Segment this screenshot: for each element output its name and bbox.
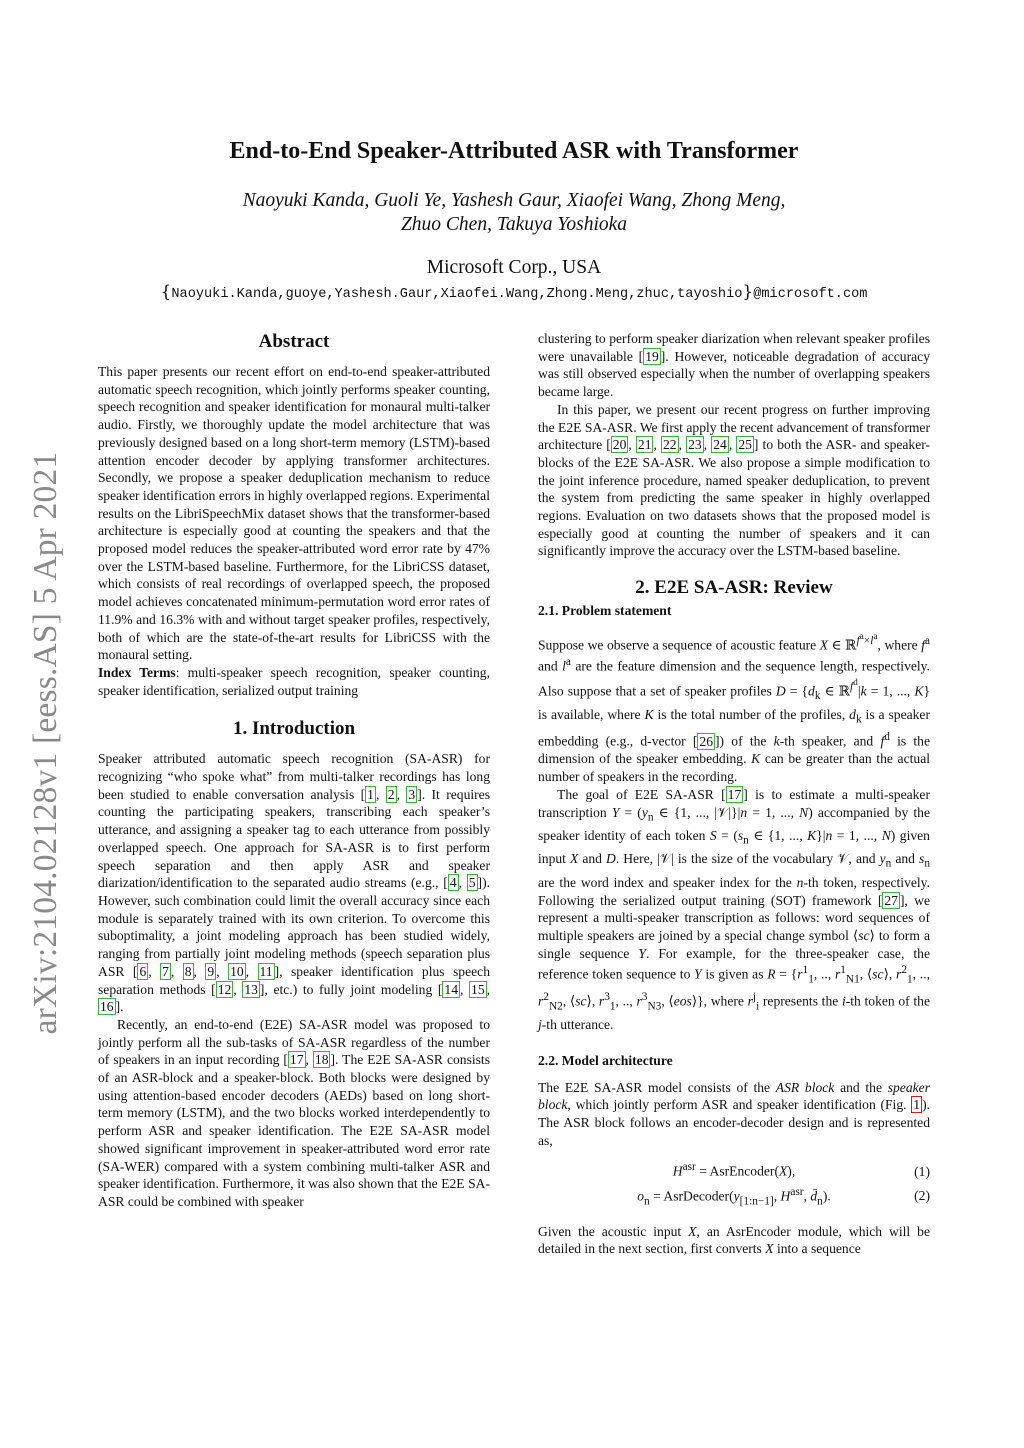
author-list bbox=[100, 189, 928, 237]
citation[interactable]: 4 bbox=[449, 875, 457, 891]
right-column bbox=[538, 330, 930, 1258]
author-emails: {Naoyuki.Kanda,guoye,Yashesh.Gaur,Xiaofei.Wang,Zhong.Meng,zhuc,tayoshio}@microsoft.com bbox=[160, 282, 868, 302]
citation[interactable]: 17 bbox=[727, 786, 742, 802]
citation[interactable]: 9 bbox=[207, 963, 215, 979]
citation[interactable]: 16 bbox=[100, 999, 114, 1015]
intro-paragraph-1: Speaker attributed automatic speech recognition (SA-ASR) for recognizing “who spoke what” from multi-talker recordings has long been studied to enable conversation analysis [ 1 , 2 , 3 ]. It requires counting the participating speakers, transcribing each speaker’s utterance, and assigning a speaker tag to each utterance from possibly overlapped speech. One approach for SA-ASR is to first perform speech separation and then apply ASR and speaker diarization/identification to the separated audio streams (e.g., [ 4 , 5 ]). However, such combination could limit the overall accuracy since each module is separately trained with its own criterion. To overcome this suboptimality, a joint modeling approach has been studied widely, ranging from partially joint modeling methods (speech separation plus ASR [ 6 , 7 , 8 , 9 , 10 , 11 ], speaker identification plus speech separation methods [ 12 , 13 ], etc.) to fully joint modeling [ 14 , 15 , 16 ]. bbox=[98, 751, 491, 1015]
model-architecture-heading: 2.2. Model architecture bbox=[538, 1052, 673, 1068]
citation[interactable]: 26 bbox=[699, 733, 714, 749]
citation[interactable]: 21 bbox=[637, 437, 652, 453]
problem-statement-heading: 2.1. Problem statement bbox=[538, 603, 672, 619]
citation[interactable]: 7 bbox=[162, 963, 169, 979]
citation[interactable]: 27 bbox=[884, 892, 898, 908]
right-paragraph-5: The E2E SA-ASR model consists of the ASR block and the speaker block, which jointly perform ASR and speaker identification (Fig. 1 ). The ASR block follows an encoder-decoder design and is represented as, bbox=[538, 1079, 930, 1148]
citation[interactable]: 19 bbox=[645, 348, 659, 364]
right-paragraph-1: clustering to perform speaker diarization when relevant speaker profiles were unavailable [ 19 ]. However, noticeable degradation of accuracy was still observed especially when the number of overlapping speakers became large. bbox=[538, 331, 930, 400]
citation[interactable]: 14 bbox=[444, 981, 458, 997]
intro-heading: 1. Introduction bbox=[232, 718, 356, 740]
author-line-2: Zhuo Chen, Takuya Yoshioka bbox=[400, 214, 628, 235]
left-column bbox=[98, 330, 490, 1211]
citation[interactable]: 10 bbox=[230, 963, 244, 979]
figure-reference[interactable]: 1 bbox=[913, 1097, 921, 1113]
abstract-heading: Abstract bbox=[258, 331, 330, 352]
equation-2: $o_n$ = $AsrDecoder(y_{[1:n-1]}$, $H^{asr}$, $d̄_n$). (2) bbox=[637, 1185, 930, 1207]
citation[interactable]: 15 bbox=[471, 981, 485, 997]
abstract-text: This paper presents our recent effort on end-to-end speaker-attributed automatic speech recognition, which jointly performs speaker counting, speech recognition and speaker identification for monaural multi-talker audio. Firstly, we thoroughly update the model architecture that was previously designed based on a long short-term memory (LSTM)-based attention encoder decoder by applying transformer architectures. Secondly, we propose a speaker deduplication mechanism to reduce speaker identification errors in highly overlapped regions. Experimental results on the LibriSpeechMix dataset shows that the transformer-based architecture is especially good at counting the speakers and that the proposed model reduces the speaker-attributed word error rate by 47% over the LSTM-based baseline. Furthermore, for the LibriCSS dataset, which consists of real recordings of overlapped speech, the proposed model achieves concatenated minimum-permutation word error rates of 11.9% and 16.3% with and without target speaker profiles, respectively, both of which are the state-of-the-art results for LibriCSS with the monaural setting. bbox=[98, 364, 490, 663]
citation[interactable]: 12 bbox=[217, 981, 232, 997]
paper-title: End-to-End Speaker-Attributed ASR with Transformer bbox=[229, 138, 799, 164]
citation[interactable]: 3 bbox=[408, 786, 416, 802]
citation[interactable]: 17 bbox=[289, 1052, 304, 1068]
right-paragraph-2: In this paper, we present our recent progress on further improving the E2E SA-ASR. We first apply the recent advancement of transformer architecture [ 20 , 21 , 22 , 23 , 24 , 25 ] to both the ASR- and speaker-blocks of the E2E SA-ASR. We also propose a simple modification to the joint inference procedure, named speaker deduplication, to prevent the system from predicting the same speaker in highly overlapped regions. Evaluation on two datasets shows that the proposed model is especially good at counting the number of speakers and it can significantly improve the accuracy over the LSTM-based baseline. bbox=[538, 401, 931, 559]
citation[interactable]: 24 bbox=[713, 437, 727, 453]
right-paragraph-3: Suppose we observe a sequence of acoustic feature X ∈ ℝ$^{f^a\times l^a}$, where $f^a$ and $l^a$ are the feature dimension and the sequence length, respectively. Also suppose that a set of speaker profiles $D = \{d_k$ ∈ ℝ$^{f^d}$|k = 1, ..., K} is available, where K is the total number of the profiles, $d_k$ is a speaker embedding (e.g., d-vector [ 26 ]) of the k-th speaker, and $f^d$ is the dimension of the speaker embedding. K can be greater than the actual number of speakers in the recording. bbox=[538, 631, 931, 785]
citation[interactable]: 23 bbox=[688, 437, 702, 453]
citation[interactable]: 18 bbox=[314, 1052, 329, 1068]
citation[interactable]: 6 bbox=[139, 963, 147, 979]
intro-paragraph-2: Recently, an end-to-end (E2E) SA-ASR model was proposed to jointly perform all the sub-tasks of SA-ASR regardless of the number of speakers in an input recording [ 17 , 18 ]. The E2E SA-ASR consists of an ASR-block and a speaker-block. Both blocks were designed by using attention-based encoder decoders (AEDs) based on long short-term memory (LSTM), and the two blocks worked interdependently to perform ASR and speaker identification. The E2E SA-ASR model showed significant improvement in speaker-attributed word error rate (SA-WER) compared with a system combining multi-talker ASR and speaker identification. Furthermore, it was also shown that the E2E SA-ASR could be combined with speaker bbox=[98, 1016, 490, 1209]
citation[interactable]: 22 bbox=[663, 437, 677, 453]
citation[interactable]: 11 bbox=[259, 963, 273, 979]
citation[interactable]: 25 bbox=[738, 437, 752, 453]
review-heading: 2. E2E SA-ASR: Review bbox=[635, 577, 833, 599]
citation[interactable]: 1 bbox=[367, 786, 374, 802]
right-paragraph-6: Given the acoustic input X, an AsrEncoder module, which will be detailed in the next section, first converts X into a sequence bbox=[538, 1223, 930, 1257]
right-paragraph-4: The goal of E2E SA-ASR [ 17 ] is to estimate a multi-speaker transcription $Y = (y_n$ ∈ {1, ..., |𝒱|}|n = 1, ..., N) accompanied by the speaker identity of each token $S = (s_n$ ∈ {1, ..., K}|n = 1, ..., N) given input X and D. Here, |𝒱| is the size of the vocabulary 𝒱, and $y_n$ and $s_n$ are the word index and speaker index for the n-th token, respectively. Following the serialized output training (SOT) framework [ 27 ], we represent a multi-speaker transcription as follows: word sequences of multiple speakers are joined by a special change symbol ⟨sc⟩ to form a single sequence Y. For example, for the three-speaker case, the reference token sequence to Y is given as $R = \{r^1_1$, .., $r^1_{N1}$, ⟨sc⟩, $r^2_1$, .., $r^2_{N2}$, ⟨sc⟩, $r^3_1$, .., $r^3_{N3}$, ⟨eos⟩}, where $r^j_i$ represents the i-th token of the j-th utterance. bbox=[538, 786, 930, 1033]
author-line-1: Naoyuki Kanda, Guoli Ye, Yashesh Gaur, Xiaofei Wang, Zhong Meng, bbox=[242, 190, 786, 211]
citation[interactable]: 8 bbox=[184, 963, 192, 979]
equation-1: $H^{asr}$ = AsrEncoder(X), (1) bbox=[672, 1161, 930, 1179]
citation[interactable]: 20 bbox=[612, 437, 627, 453]
citation[interactable]: 5 bbox=[468, 875, 476, 891]
arxiv-identifier[interactable]: arXiv:2104.02128v1 [eess.AS] 5 Apr 2021 bbox=[27, 451, 64, 1035]
affiliation: Microsoft Corp., USA bbox=[426, 257, 602, 278]
index-terms: Index Terms: multi-speaker speech recognition, speaker counting, speaker identification, serialized output training bbox=[98, 664, 490, 698]
citation[interactable]: 13 bbox=[244, 981, 258, 997]
citation[interactable]: 2 bbox=[387, 786, 395, 802]
